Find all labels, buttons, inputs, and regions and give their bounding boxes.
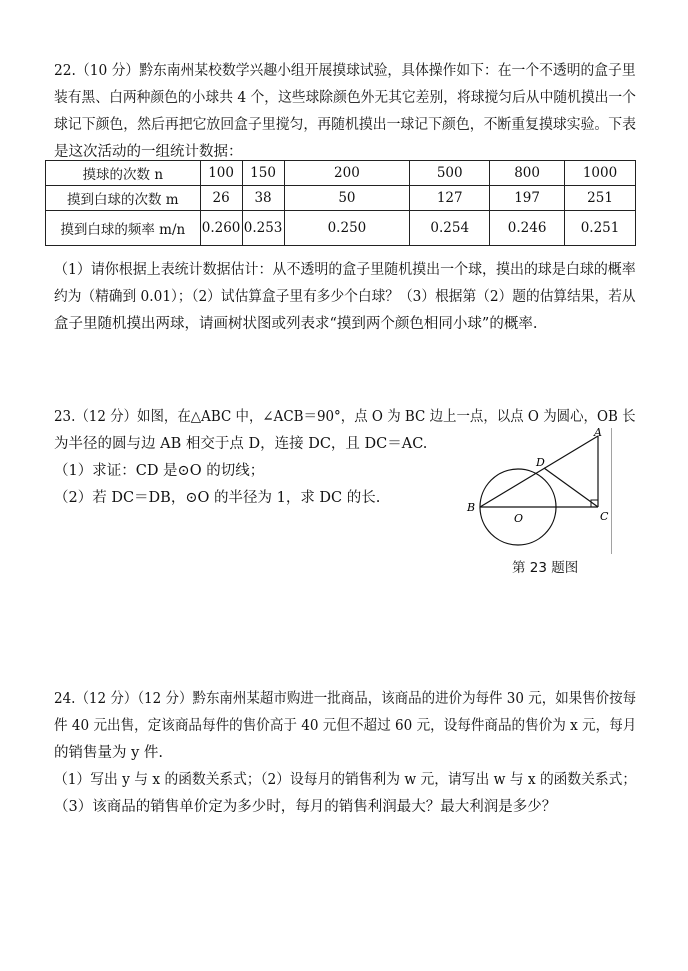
table-cell: 0.253	[242, 211, 284, 246]
table-cell: 0.260	[200, 211, 242, 246]
table-cell: 38	[242, 186, 284, 211]
table-cell: 150	[242, 161, 284, 186]
table-cell: 251	[565, 186, 636, 211]
q23-line: 为半径的圆与边 AB 相交于点 D，连接 DC，且 DC＝AC.	[54, 436, 428, 452]
table-cell: 197	[490, 186, 565, 211]
question-22-text	[54, 58, 636, 166]
q22-line: 22.（10 分）黔东南州某校数学兴趣小组开展摸球试验，具体操作如下：在一个不透明的盒子里	[54, 63, 636, 79]
table-cell: 200	[284, 161, 410, 186]
q24-line: （1）写出 y 与 x 的函数关系式；（2）设每月的销售利为 w 元，请写出 w 与 x 的函数关系式；	[54, 772, 637, 788]
table-cell: 1000	[565, 161, 636, 186]
table-header-cell: 摸球的次数 n	[46, 161, 201, 186]
q22-sub-line: （1）请你根据上表统计数据估计：从不透明的盒子里随机摸出一个球，摸出的球是白球的概率	[54, 262, 636, 278]
question-22-subquestions	[54, 257, 636, 338]
q22-line: 球记下颜色，然后再把它放回盒子里搅匀，再随机摸出一球记下颜色，不断重复摸球实验。下表	[54, 117, 636, 133]
table-cell: 0.254	[410, 211, 490, 246]
table-cell: 0.251	[565, 211, 636, 246]
table-cell: 26	[200, 186, 242, 211]
table-header-cell: 摸到白球的频率 m/n	[46, 211, 201, 246]
q22-sub-line: 盒子里随机摸出两球，请画树状图或列表求“摸到两个颜色相同小球”的概率.	[54, 316, 538, 332]
table-row	[46, 186, 636, 211]
table-cell: 800	[490, 161, 565, 186]
q23-line: （1）求证：CD 是⊙O 的切线；	[54, 463, 265, 479]
q22-line: 是这次活动的一组统计数据：	[54, 144, 243, 160]
q23-line: 23.（12 分）如图，在△ABC 中，∠ACB＝90°，点 O 为 BC 边上一点，以点 O 为圆心，OB 长	[54, 409, 636, 425]
table-cell: 500	[410, 161, 490, 186]
label-b: B	[467, 501, 476, 514]
segment-ab	[480, 436, 598, 507]
q24-line: 的销售量为 y 件.	[54, 745, 164, 761]
question-24-text	[54, 686, 636, 821]
segment-dc	[544, 468, 598, 507]
q22-line: 装有黑、白两种颜色的小球共 4 个，这些球除颜色外无其它差别，将球搅匀后从中随机摸出一个	[54, 90, 636, 106]
table-header-cell: 摸到白球的次数 m	[46, 186, 201, 211]
table-cell: 50	[284, 186, 410, 211]
label-c: C	[600, 510, 609, 523]
q24-line: 24.（12 分）（12 分）黔东南州某超市购进一批商品，该商品的进价为每件 30 元，如果售价按每	[54, 691, 637, 707]
q22-sub-line: 约为（精确到 0.01）；（2）试估算盒子里有多少个白球？（3）根据第（2）题的估算结果，若从	[54, 289, 636, 305]
q24-line: （3）该商品的销售单价定为多少时，每月的销售利润最大？最大利润是多少？	[54, 799, 557, 815]
q23-line: （2）若 DC＝DB，⊙O 的半径为 1，求 DC 的长.	[54, 490, 381, 506]
label-a: A	[594, 428, 602, 439]
q24-line: 件 40 元出售，定该商品每件的售价高于 40 元但不超过 60 元，设每件商品的售价为 x 元，每月	[54, 718, 637, 734]
statistics-table	[45, 160, 636, 246]
table-cell: 127	[410, 186, 490, 211]
table-cell: 100	[200, 161, 242, 186]
table-row	[46, 161, 636, 186]
figure-caption: 第 23 题图	[512, 560, 579, 576]
table-cell: 0.246	[490, 211, 565, 246]
label-d: D	[536, 456, 545, 469]
table-row	[46, 211, 636, 246]
table-cell: 0.250	[284, 211, 410, 246]
geometry-figure	[460, 428, 612, 554]
label-o: O	[514, 512, 524, 525]
